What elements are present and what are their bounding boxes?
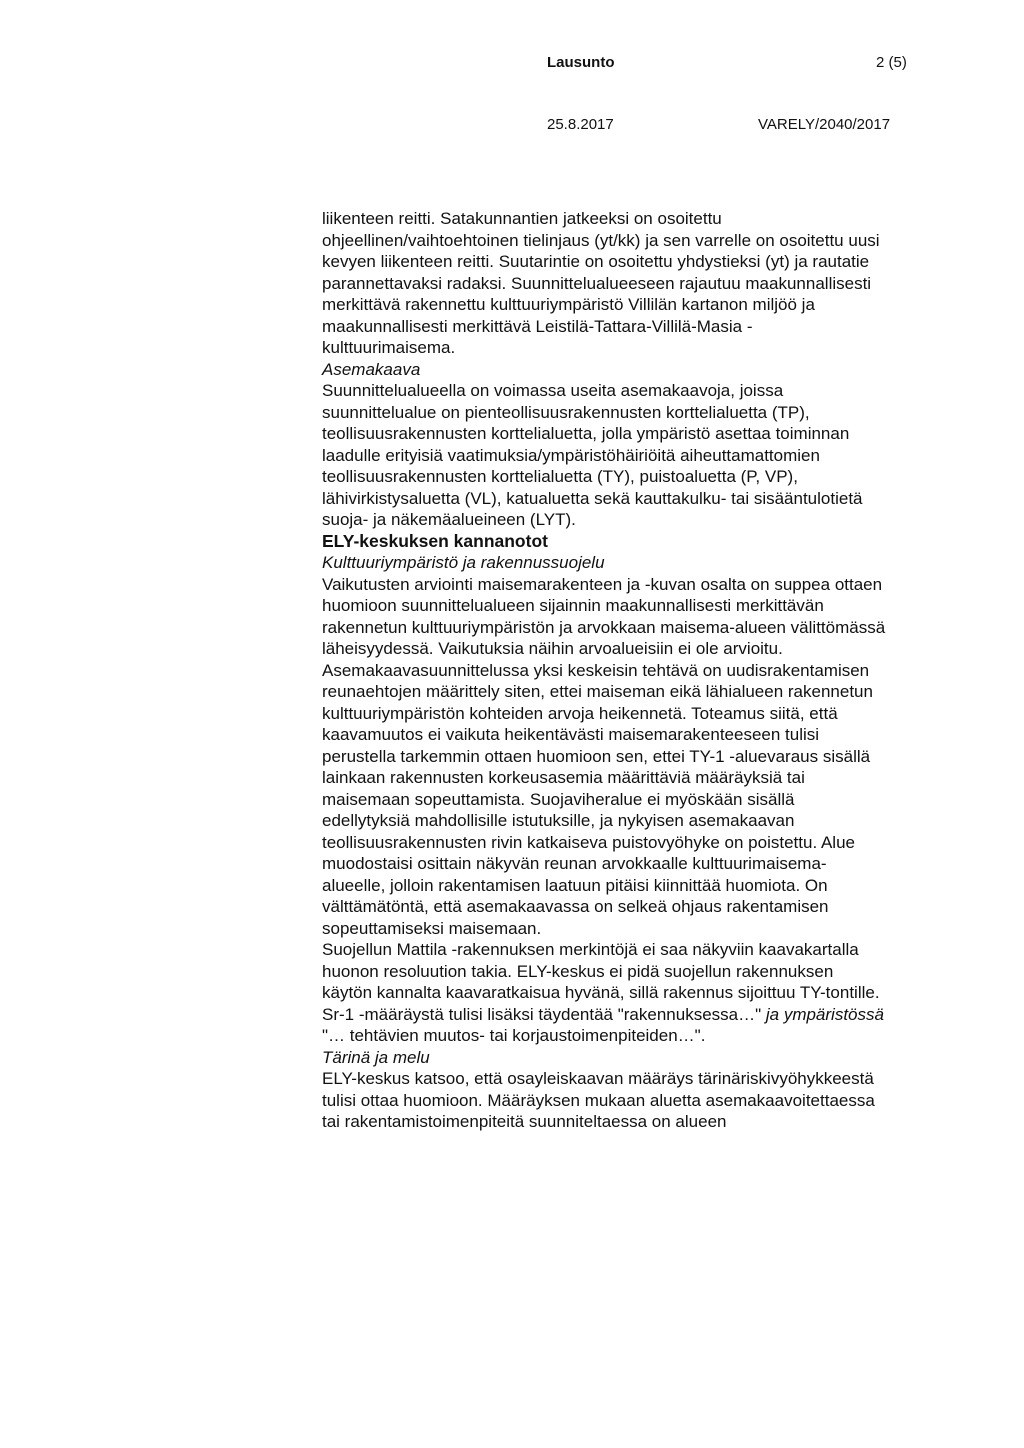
text-line: laadulle erityisiä vaatimuksia/ympäristöhäiriöitä aiheuttamattomien: [322, 445, 820, 465]
text-line: liikenteen reitti. Satakunnantien jatkeeksi on osoitettu: [322, 209, 722, 228]
text-line: tai rakentamistoimenpiteitä suunniteltaessa on alueen: [322, 1112, 727, 1131]
text-line: huonon resoluution takia. ELY-keskus ei pidä suojellun rakennuksen: [322, 961, 834, 981]
document-type-title: Lausunto: [547, 54, 615, 71]
text-line: alueelle, jolloin rakentamisen laatuun pitäisi kiinnittää huomiota. On: [322, 875, 828, 895]
text-line: Vaikutusten arviointi maisemarakenteen ja -kuvan osalta on suppea ottaen: [322, 574, 883, 594]
text-line: kaavamuutos ei vaikuta heikentävästi maisemarakenteeseen tulisi: [322, 725, 820, 744]
text-fragment: Sr-1 -määräystä tulisi lisäksi täydentää "rakennuksessa…": [322, 1004, 766, 1024]
text-line: Asemakaavasuunnittelussa yksi keskeisin tehtävä on uudisrakentamisen: [322, 660, 870, 680]
paragraph-tarina: [322, 1068, 962, 1133]
section-heading: ELY-keskuksen kannanotot: [322, 530, 548, 551]
text-line: kevyen liikenteen reitti. Suutarintie on osoitettu yhdystieksi (yt) ja rautatie: [322, 252, 870, 271]
text-line: teollisuusrakennusten korttelialuetta (TY), puistoaluetta (P, VP),: [322, 467, 798, 486]
text-line: huomioon suunnittelualueen sijainnin maakunnallisesti merkittävän: [322, 596, 824, 615]
subheading-tarina-ja-melu: Tärinä ja melu: [322, 1047, 430, 1067]
text-line: ELY-keskus katsoo, että osayleiskaavan määräys tärinäriskivyöhykkeestä: [322, 1069, 874, 1088]
text-line: "… tehtävien muutos- tai korjaustoimenpiteiden…".: [322, 1026, 706, 1045]
document-body: [322, 208, 962, 1133]
text-line: sopeuttamiseksi maisemaan.: [322, 918, 542, 938]
text-line: kulttuuriympäristön kohteiden arvoja heikennetä. Toteamus siitä, että: [322, 703, 838, 723]
text-line: parannettavaksi radaksi. Suunnittelualueeseen rajautuu maakunnallisesti: [322, 273, 872, 293]
text-line: välttämätöntä, että asemakaavassa on selkeä ohjaus rakentamisen: [322, 897, 829, 916]
subheading-kulttuuriymparisto: Kulttuuriympäristö ja rakennussuojelu: [322, 553, 605, 572]
text-line: teollisuusrakennusten rivin katkaiseva puistovyöhyke on poistettu. Alue: [322, 832, 855, 852]
text-line: suunnittelualue on pienteollisuusrakennusten korttelialuetta (TP),: [322, 402, 810, 422]
text-line: lainkaan rakennusten korkeusasemia määrittäviä määräyksiä tai: [322, 768, 805, 787]
subheading-asemakaava: Asemakaava: [322, 359, 421, 379]
paragraph-asemakaava: [322, 380, 962, 531]
text-line: suoja- ja näkemäalueineen (LYT).: [322, 510, 576, 529]
page-number: 2 (5): [876, 54, 907, 71]
text-line: maisemaan sopeuttamista. Suojaviheralue ei myöskään sisällä: [322, 789, 795, 809]
text-line: Suunnittelualueella on voimassa useita asemakaavoja, joissa: [322, 381, 784, 400]
text-line: perustella tarkemmin ottaen huomioon sen, ettei TY-1 -aluevaraus sisällä: [322, 746, 871, 766]
paragraph-mattila: [322, 939, 962, 1047]
text-line: [322, 1004, 962, 1026]
italic-fragment: ja ympäristössä: [765, 1004, 884, 1024]
text-line: muodostaisi osittain näkyvän reunan arvokkaalle kulttuurimaisema-: [322, 854, 827, 873]
document-reference: VARELY/2040/2017: [758, 116, 891, 133]
text-line: teollisuusrakennusten korttelialuetta, jolla ympäristö asettaa toiminnan: [322, 424, 850, 443]
paragraph-intro: [322, 208, 962, 359]
text-line: rakennetun kulttuuriympäristön ja arvokkaan maisema-alueen välittömässä: [322, 617, 886, 637]
text-line: läheisyydessä. Vaikutuksia näihin arvoalueisiin ei ole arvioitu.: [322, 639, 783, 658]
text-line: reunaehtojen määrittely siten, ettei maiseman eikä lähialueen rakennetun: [322, 682, 873, 701]
text-line: maakunnallisesti merkittävä Leistilä-Tattara-Villilä-Masia -: [322, 316, 753, 336]
text-line: merkittävä rakennettu kulttuuriympäristö Villilän kartanon miljöö ja: [322, 295, 815, 314]
text-line: lähivirkistysaluetta (VL), katualuetta sekä kauttakulku- tai sisääntulotietä: [322, 488, 863, 508]
text-line: ohjeellinen/vaihtoehtoinen tielinjaus (yt/kk) ja sen varrelle on osoitettu uusi: [322, 230, 880, 250]
text-line: Suojellun Mattila -rakennuksen merkintöjä ei saa näkyviin kaavakartalla: [322, 940, 859, 959]
text-line: edellytyksiä mahdollisille istutuksille, ja nykyisen asemakaavan: [322, 811, 795, 830]
text-line: käytön kannalta kaavaratkaisua hyvänä, sillä rakennus sijoittuu TY-tontille.: [322, 983, 880, 1002]
document-date: 25.8.2017: [547, 116, 614, 133]
paragraph-kulttuuriymparisto: [322, 574, 962, 940]
text-line: kulttuurimaisema.: [322, 338, 456, 357]
text-line: tulisi ottaa huomioon. Määräyksen mukaan aluetta asemakaavoitettaessa: [322, 1090, 875, 1110]
